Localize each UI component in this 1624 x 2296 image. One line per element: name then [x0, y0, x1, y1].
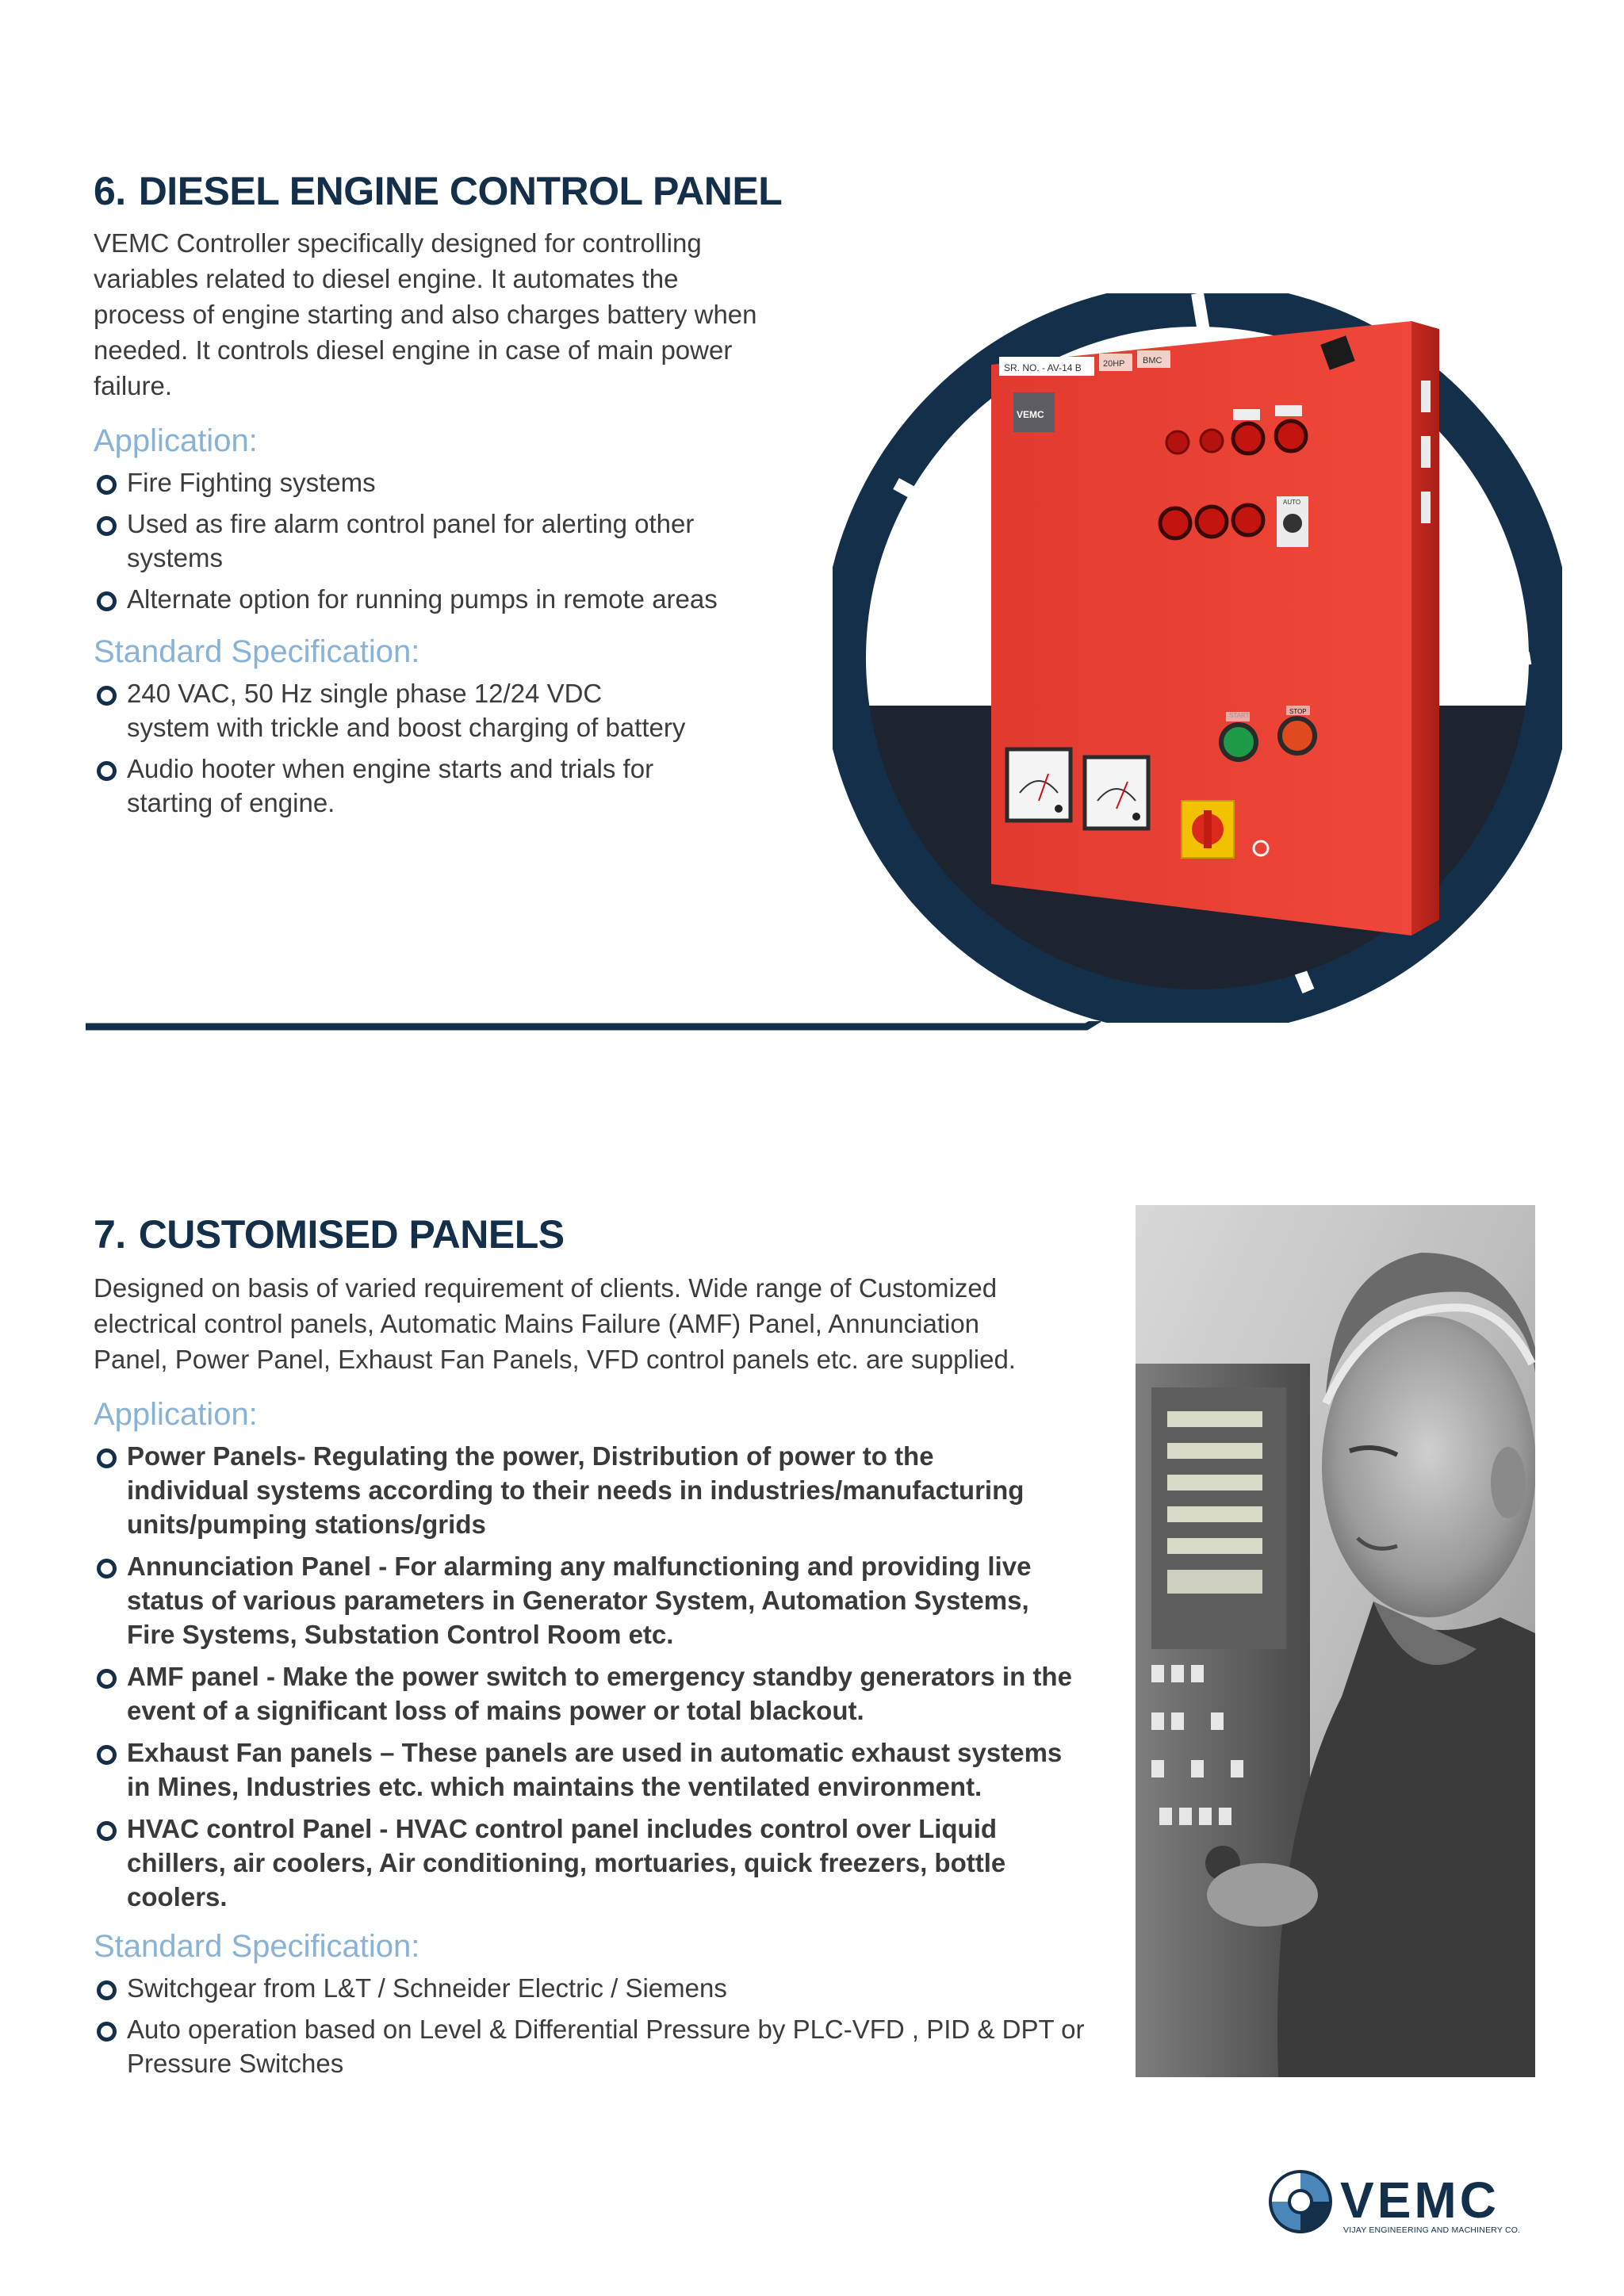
list-item: Auto operation based on Level & Differential Pressure by PLC-VFD , PID & DPT or Pressure Switches: [94, 2012, 1094, 2080]
section-divider: [86, 1021, 1101, 1032]
list-item: AMF panel - Make the power switch to emergency standby generators in the event of a significant loss of mains power or total blackout.: [94, 1659, 1078, 1728]
section-6-title-text: DIESEL ENGINE CONTROL PANEL: [138, 169, 783, 213]
list-item: Alternate option for running pumps in remote areas: [94, 582, 776, 616]
bullet-ring-icon: [97, 1448, 117, 1468]
vemc-swirl-icon: [1267, 2168, 1334, 2235]
logo-tagline: VIJAY ENGINEERING AND MACHINERY CO.: [1343, 2225, 1521, 2235]
label-brand: BMC: [1143, 356, 1162, 365]
logo-wordmark: VEMC: [1340, 2172, 1500, 2229]
diesel-control-panel-image: [833, 293, 1562, 1023]
section-7-spec-heading: Standard Specification:: [94, 1929, 420, 1964]
bullet-ring-icon: [97, 475, 117, 495]
list-item: Used as fire alarm control panel for alerting other systems: [94, 507, 730, 575]
section-6-application-list: [94, 465, 776, 616]
section-7-number: 7.: [94, 1212, 126, 1257]
bullet-ring-icon: [97, 2022, 117, 2042]
bullet-ring-icon: [97, 1821, 117, 1841]
list-item: Annunciation Panel - For alarming any malfunctioning and providing live status of various parameters in Generator System, Automation Systems, Fire Systems, Substation Control Room etc.: [94, 1549, 1078, 1651]
vemc-logo: [1267, 2168, 1537, 2244]
bullet-ring-icon: [97, 1669, 117, 1689]
list-item: Power Panels- Regulating the power, Distribution of power to the individual systems according to their needs in industries/manufacturing units/pumping stations/grids: [94, 1439, 1063, 1541]
section-6-description: VEMC Controller specifically designed for controlling variables related to diesel engine. It automates the process of engine starting and also charges battery when needed. It controls diesel engine in case of main power failure.: [94, 228, 757, 400]
list-item: Fire Fighting systems: [94, 465, 776, 499]
section-6-spec-list: [94, 676, 696, 820]
section-7-spec-list: [94, 1971, 1085, 2080]
bullet-ring-icon: [97, 516, 117, 536]
section-7-application-heading: Application:: [94, 1397, 258, 1432]
label-hp: 20HP: [1103, 359, 1125, 369]
stop-label: STOP: [1289, 708, 1307, 715]
section-6-title: [94, 168, 799, 214]
list-item: HVAC control Panel - HVAC control panel includes control over Liquid chillers, air coolers, Air conditioning, mortuaries, quick freezers, bottle coolers.: [94, 1812, 1015, 1914]
section-7: [94, 1211, 1085, 2087]
list-item: Switchgear from L&T / Schneider Electric / Siemens: [94, 1971, 1077, 2005]
section-6-spec-heading: Standard Specification:: [94, 634, 420, 669]
section-6-number: 6.: [94, 169, 126, 213]
engineer-photo: [1136, 1205, 1535, 2077]
section-6: [94, 168, 799, 827]
section-7-application-list: [94, 1439, 1077, 1914]
bullet-ring-icon: [97, 591, 117, 611]
door-logo: VEMC: [1017, 409, 1044, 420]
auto-switch-label: AUTO: [1283, 499, 1301, 506]
bullet-ring-icon: [97, 1980, 117, 2000]
list-item: Audio hooter when engine starts and trials for starting of engine.: [94, 752, 690, 820]
section-6-application-heading: Application:: [94, 423, 258, 458]
bullet-ring-icon: [97, 686, 117, 706]
list-item: Exhaust Fan panels – These panels are used in automatic exhaust systems in Mines, Industries etc. which maintains the ventilated environment.: [94, 1735, 1078, 1804]
section-7-title: [94, 1211, 1077, 1257]
bullet-ring-icon: [97, 1559, 117, 1578]
section-7-description: Designed on basis of varied requirement of clients. Wide range of Customized electrical control panels, Automatic Mains Failure (AMF) Panel, Annunciation Panel, Power Panel, Exhaust Fan Panels, VFD control panels etc. are supplied.: [94, 1273, 1016, 1374]
bullet-ring-icon: [97, 1745, 117, 1765]
bullet-ring-icon: [97, 761, 117, 781]
label-serial: SR. NO. - AV-14 B: [1004, 362, 1082, 373]
section-7-title-text: CUSTOMISED PANELS: [138, 1212, 565, 1257]
list-item: 240 VAC, 50 Hz single phase 12/24 VDC system with trickle and boost charging of battery: [94, 676, 690, 744]
